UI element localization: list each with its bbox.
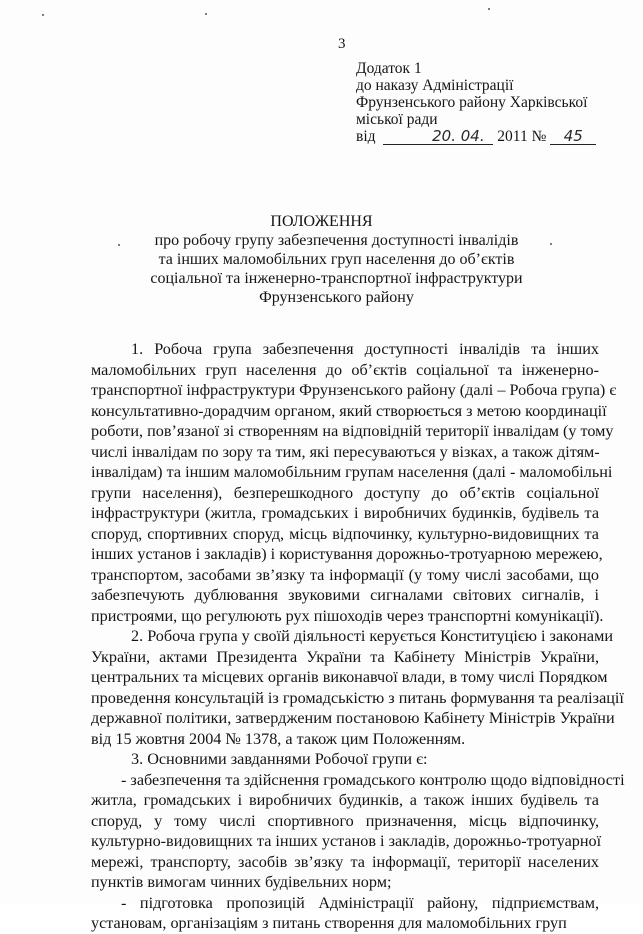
paragraph-1-line: маломобільних груп населення до об’єктів соціальної та інженерно- [91,360,599,379]
paragraph-3-item-1-line: пунктів вимогам чинних будівельних норм; [91,873,392,891]
paragraph-1-line: транспортної інфраструктури Фрунзенського району (далі – Робоча група) є [91,381,617,399]
paragraph-3-item-1-line: культурно-видовищних та інших установ і закладів, дорожньо-тротуарної [91,832,602,850]
scan-speck [42,14,44,16]
paragraph-3-item-2-line: - підготовка пропозицій Адміністрації району, підприємствам, [121,893,599,912]
addendum-line: міської ради [356,111,438,128]
scan-speck [205,13,207,15]
addendum-header [356,60,596,145]
date-year: 2011 [497,128,528,145]
paragraph-2-line: державної політики, затвердженим постановою Кабінету Міністрів України [91,709,615,727]
addendum-line: Фрунзенського району Харківської [356,94,588,111]
addendum-line: до наказу Адміністрації [356,77,514,94]
date-handwritten-field [383,129,493,145]
paragraph-1-line: групи населення), безперешкодного доступу до об’єктів соціальної [91,483,599,502]
paragraph-1-line: інфраструктури (житла, громадських і виробничих будинків, будівель та [91,504,599,522]
number-sign: № [531,128,547,145]
paragraph-3-item-1-line: житла, громадських і виробничих будинків, а також інших будівель та [91,791,599,809]
paragraph-2-line: проведення консультацій із громадськістю з питань формування та реалізації [91,688,624,707]
number-handwritten-field [550,129,596,145]
paragraph-2-line: від 15 жовтня 2004 № 1378, а також цим Положенням. [91,729,466,748]
paragraph-1-line: 1. Робоча група забезпечення доступності інвалідів та інших [131,340,599,358]
scan-speck [118,244,120,246]
paragraph-2-line: центральних та місцевих органів виконавчої влади, в тому числі Порядком [91,668,608,686]
title-line: Фрунзенського району [259,289,414,306]
page-number: 3 [338,36,346,52]
title-line: про робочу групу забезпечення доступності інвалідів [154,232,519,249]
scan-speck [488,8,490,10]
paragraph-1-line: інших установ і закладів) і користування дорожньо-тротуарною мережею, [91,545,603,563]
document-body [91,339,625,934]
paragraph-1-line: інвалідам) та іншим маломобільним групам населення (далі - маломобільні [91,463,613,481]
paragraph-2-line: 2. Робоча група у своїй діяльності керується Конституцією і законами [131,627,614,645]
paragraph-3-item-2-line: установам, організаціям з питань створення для маломобільних груп [91,914,567,932]
paragraph-1-line: консультативно-дорадчим органом, який створюється з метою координації [91,401,607,420]
handwritten-date: 20. 04. [432,127,485,145]
paragraph-1-line: роботи, пов’язаної зі створенням на відповідній території інвалідам (у тому [91,422,614,440]
title-line: та інших маломобільних груп населення до об’єктів [158,251,515,268]
paragraph-1-line: числі інвалідам по зору та тим, які пересуваються у візках, а також дітям- [91,442,600,461]
paragraph-3-item-1-line: споруд, у тому числі спортивного призначення, місць відпочинку, [91,811,599,830]
addendum-date-line [356,128,596,145]
handwritten-number: 45 [563,127,583,145]
addendum-line: Додаток 1 [356,60,422,77]
document-heading: ПОЛОЖЕННЯ [270,213,373,230]
document-title-block [0,212,643,307]
paragraph-2-line: України, актами Президента України та Кабінету Міністрів України, [91,647,599,666]
paragraph-1-line: споруд, спортивних споруд, місць відпочинку, культурно-видовищних та [91,524,599,543]
title-line: соціальної та інженерно-транспортної інфраструктури [150,270,523,287]
paragraph-1-line: пристроями, що регулюють рух пішоходів через транспортні комунікації). [91,606,604,625]
scan-speck [550,243,552,245]
paragraph-3-heading: 3. Основними завданнями Робочої групи є: [131,750,428,768]
paragraph-3-item-1-line: мережі, транспорту, засобів зв’язку та інформації, території населених [91,852,599,871]
paragraph-1-line: забезпечують дублювання звуковими сигналами світових сигналів, і [91,586,599,604]
date-prefix: від [356,128,376,145]
paragraph-3-item-1-line: - забезпечення та здійснення громадського контролю щодо відповідності [121,770,625,789]
paragraph-1-line: транспортом, засобами зв’язку та інформації (у тому числі засобами, що [91,565,599,584]
